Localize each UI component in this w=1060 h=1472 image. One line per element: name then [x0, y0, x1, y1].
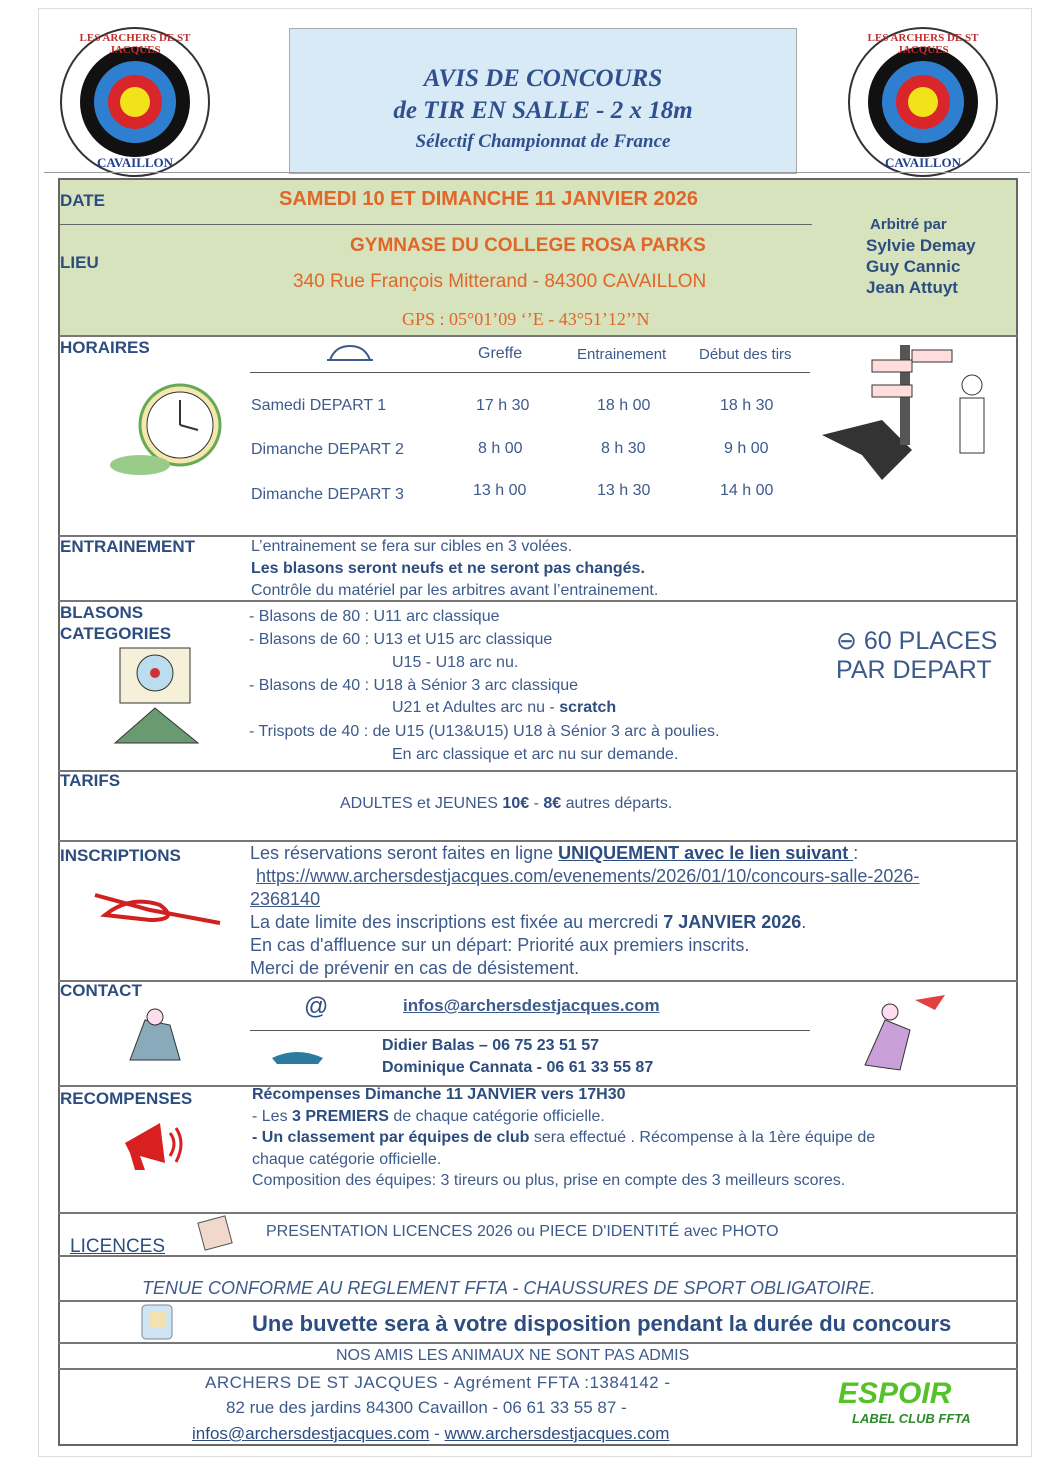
- buvette-notice: Une buvette sera à votre disposition pendant la durée du concours: [252, 1311, 952, 1336]
- cheering-person-icon: [835, 990, 950, 1075]
- inscriptions-line3: En cas d'affluence sur un départ: Priorité aux premiers inscrits.: [250, 935, 750, 955]
- writing-hand-icon: [90, 885, 225, 930]
- title-line-3: Sélectif Championnat de France: [415, 131, 671, 152]
- coffee-machine-icon: [134, 1302, 180, 1342]
- lieu-label: LIEU: [60, 253, 99, 272]
- date-divider: [60, 224, 812, 225]
- contact-phone-2: Dominique Cannata - 06 61 33 55 87: [382, 1059, 654, 1076]
- blasons-line: En arc classique et arc nu sur demande.: [392, 746, 679, 763]
- text: .: [801, 912, 807, 932]
- entrainement-label: ENTRAINEMENT: [60, 537, 196, 556]
- recompenses-line4: Composition des équipes: 3 tireurs ou plus, prise en compte des 3 meilleurs scores.: [252, 1172, 846, 1189]
- title-line-2: de TIR EN SALLE - 2 x 18m: [393, 97, 693, 124]
- megaphone-icon: [120, 1118, 190, 1173]
- espoir-label: LABEL CLUB FFTA: [852, 1411, 971, 1426]
- referee-name: Guy Cannic: [866, 257, 961, 276]
- recompenses-title: Récompenses Dimanche 11 JANVIER vers 17H30: [252, 1086, 626, 1103]
- registration-link[interactable]: https://www.archersdestjacques.com/evenements/2026/01/10/concours-salle-2026-: [256, 866, 920, 886]
- club-logo-right: LES ARCHERS DE ST JACQUES CAVAILLON: [848, 27, 998, 177]
- sep: -: [529, 795, 544, 812]
- text: - Les: [252, 1108, 293, 1125]
- text-bold: 3 PREMIERS: [292, 1108, 389, 1125]
- text: sera effectué . Récompense à la 1ère équipe de: [529, 1129, 876, 1146]
- date-value: SAMEDI 10 ET DIMANCHE 11 JANVIER 2026: [279, 188, 699, 210]
- target-person-icon: [110, 643, 205, 748]
- espoir-logo: ESPOIR: [838, 1377, 952, 1410]
- title-box: [289, 28, 797, 174]
- title-line-1: AVIS DE CONCOURS: [423, 65, 663, 92]
- text-bold: - Un classement par équipes de club: [252, 1129, 530, 1146]
- price-full: 10€: [502, 795, 530, 812]
- at-icon: @: [304, 993, 329, 1020]
- greffe-time: 17 h 30: [476, 397, 530, 414]
- depart-label: Samedi DEPART 1: [251, 397, 387, 414]
- tarifs-suffix: autres départs.: [561, 795, 673, 812]
- animaux-notice: NOS AMIS LES ANIMAUX NE SONT PAS ADMIS: [336, 1347, 690, 1364]
- recompenses-line3: chaque catégorie officielle.: [252, 1151, 442, 1168]
- places-count: ⊖ 60 PLACES: [836, 627, 998, 655]
- contact-label: CONTACT: [60, 981, 142, 1000]
- price-reduced: 8€: [543, 795, 562, 812]
- depart-label: Dimanche DEPART 2: [251, 441, 404, 458]
- recompenses-line1: [252, 1108, 605, 1126]
- signpost-person-icon: [822, 340, 992, 490]
- inscriptions-line1: [250, 843, 858, 864]
- col-entrainement: Entrainement: [577, 346, 667, 363]
- entrainement-line: Les blasons seront neufs et ne seront pas changés.: [251, 560, 645, 577]
- entrainement-time: 8 h 30: [601, 440, 646, 457]
- entrainement-time: 13 h 30: [597, 482, 651, 499]
- text: La date limite des inscriptions est fixée au mercredi: [250, 912, 664, 932]
- footer-website-link[interactable]: www.archersdestjacques.com: [444, 1424, 670, 1443]
- blasons-line: - Blasons de 80 : U11 arc classique: [249, 608, 500, 625]
- text: Les réservations seront faites en ligne: [250, 843, 559, 863]
- debut-time: 18 h 30: [720, 397, 774, 414]
- contact-email-link[interactable]: infos@archersdestjacques.com: [403, 996, 660, 1015]
- entrainement-time: 18 h 00: [597, 397, 651, 414]
- debut-time: 14 h 00: [720, 482, 774, 499]
- inscriptions-label: INSCRIPTIONS: [60, 846, 181, 865]
- greffe-time: 8 h 00: [478, 440, 523, 457]
- blasons-label: BLASONS: [60, 603, 144, 622]
- tarifs-label: TARIFS: [60, 771, 121, 790]
- blasons-line: [392, 699, 616, 717]
- blasons-line: U15 - U18 arc nu.: [392, 654, 519, 671]
- horaires-label: HORAIRES: [60, 338, 150, 357]
- text: :: [853, 843, 859, 863]
- sep: -: [429, 1424, 445, 1443]
- blasons-line: - Trispots de 40 : de U15 (U13&U15) U18 à Sénior 3 arc à poulies.: [249, 723, 720, 740]
- recompenses-label: RECOMPENSES: [60, 1089, 193, 1108]
- footer-links: [192, 1424, 669, 1444]
- inscriptions-line4: Merci de prévenir en cas de désistement.: [250, 958, 580, 978]
- date-label: DATE: [60, 191, 106, 210]
- blasons-line: - Blasons de 40 : U18 à Sénior 3 arc classique: [249, 677, 579, 694]
- contact-divider: [250, 1030, 810, 1031]
- footer-address: 82 rue des jardins 84300 Cavaillon - 06 61 33 55 87 -: [226, 1398, 627, 1417]
- horaires-divider: [250, 372, 810, 373]
- depart-label: Dimanche DEPART 3: [251, 486, 404, 503]
- col-greffe: Greffe: [478, 345, 523, 362]
- blasons-text: U21 et Adultes arc nu -: [392, 699, 560, 716]
- clock-icon: [100, 375, 230, 495]
- licences-label: LICENCES: [70, 1236, 166, 1257]
- tarifs-text: [340, 795, 672, 813]
- referee-name: Sylvie Demay: [866, 236, 976, 255]
- referee-title: Arbitré par: [870, 216, 947, 233]
- contact-phone-1: Didier Balas – 06 75 23 51 57: [382, 1037, 600, 1054]
- referee-names: [866, 235, 976, 298]
- licences-text: PRESENTATION LICENCES 2026 ou PIECE D'IDENTITÉ avec PHOTO: [266, 1223, 779, 1240]
- text-bold: UNIQUEMENT avec le lien suivant: [558, 843, 854, 863]
- person-phone-icon: [120, 1005, 190, 1065]
- greffe-time: 13 h 00: [473, 482, 527, 499]
- entrainement-line: L’entrainement se fera sur cibles en 3 volées.: [251, 538, 573, 555]
- recompenses-line2: [252, 1129, 875, 1147]
- deadline-date: 7 JANVIER 2026: [663, 912, 802, 932]
- categories-label: CATEGORIES: [60, 624, 172, 643]
- telephone-icon: [270, 1048, 325, 1068]
- col-debut: Début des tirs: [699, 346, 792, 363]
- scratch-text: scratch: [559, 699, 617, 716]
- text: de chaque catégorie officielle.: [388, 1108, 605, 1125]
- debut-time: 9 h 00: [724, 440, 769, 457]
- lieu-name: GYMNASE DU COLLEGE ROSA PARKS: [350, 235, 706, 256]
- referee-name: Jean Attuyt: [866, 278, 958, 297]
- registration-link-cont[interactable]: 2368140: [250, 889, 321, 909]
- entrainement-line: Contrôle du matériel par les arbitres avant l’entrainement.: [251, 582, 659, 599]
- footer-email-link[interactable]: infos@archersdestjacques.com: [192, 1424, 430, 1443]
- club-logo-left: LES ARCHERS DE ST JACQUES CAVAILLON: [60, 27, 210, 177]
- tarifs-prefix: ADULTES et JEUNES: [340, 795, 503, 812]
- lieu-address: 340 Rue François Mitterand - 84300 CAVAILLON: [293, 271, 707, 292]
- places-per-depart: PAR DEPART: [836, 656, 992, 684]
- inscriptions-deadline: [250, 912, 806, 933]
- header-divider: [44, 172, 1030, 173]
- id-card-icon: [196, 1214, 236, 1252]
- footer-club: ARCHERS DE ST JACQUES - Agrément FFTA :1384142 -: [205, 1373, 671, 1392]
- tenue-notice: TENUE CONFORME AU REGLEMENT FFTA - CHAUSSURES DE SPORT OBLIGATOIRE.: [142, 1278, 876, 1298]
- blasons-line: - Blasons de 60 : U13 et U15 arc classique: [249, 631, 553, 648]
- gps-coordinates: GPS : 05°01’09 ‘’E - 43°51’12’’N: [402, 309, 650, 329]
- bell-icon: [325, 343, 375, 363]
